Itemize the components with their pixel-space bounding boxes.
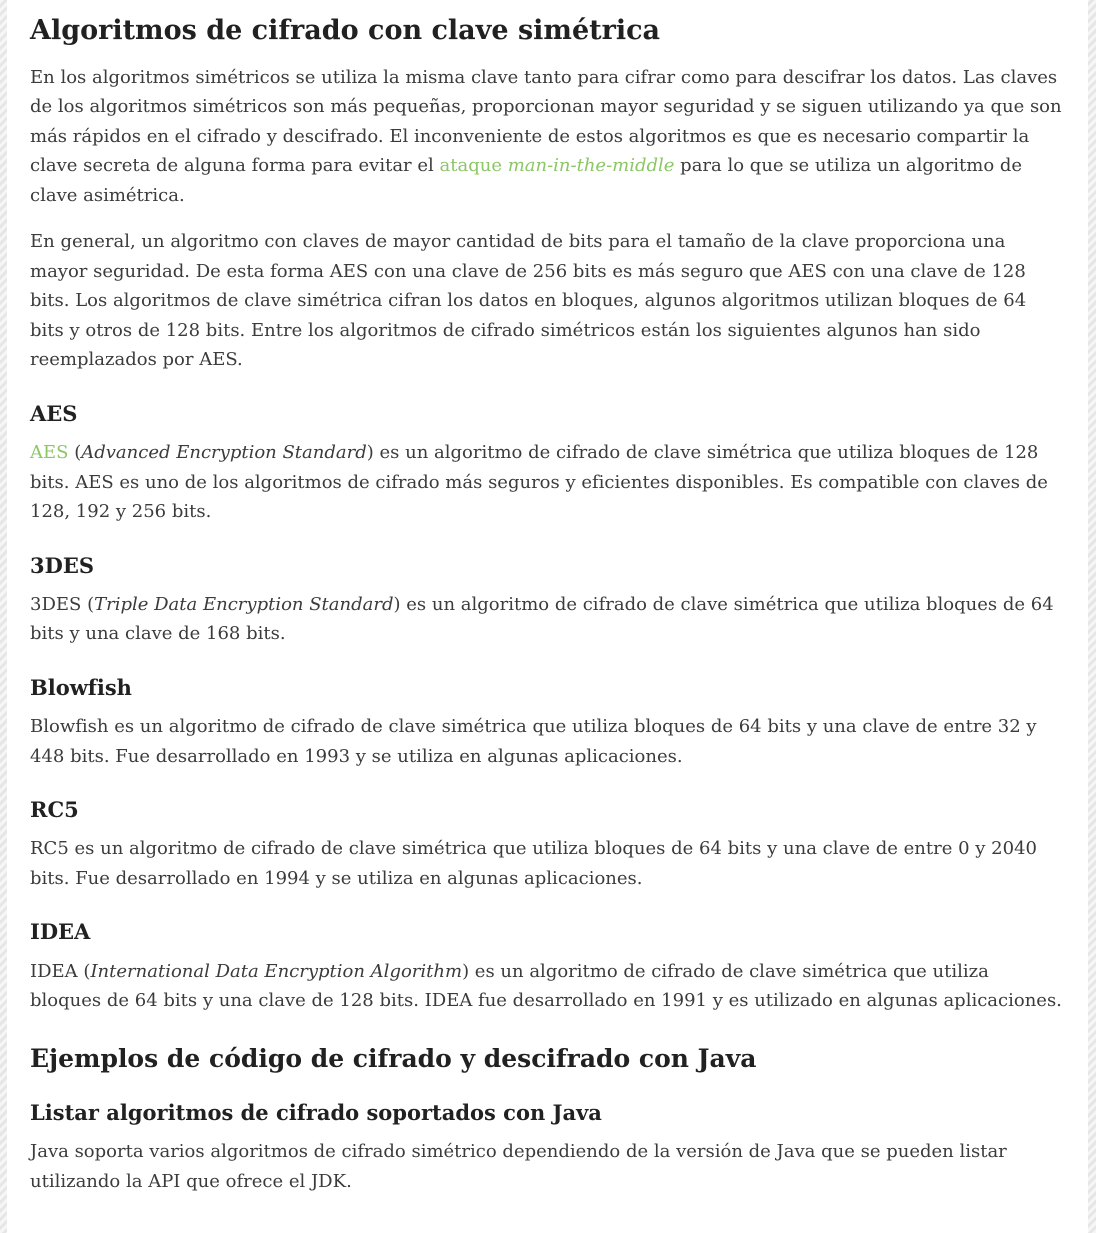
intro-paragraph-1 xyxy=(30,63,1064,211)
intro-paragraph-1-text: En los algoritmos simétricos se utiliza la misma clave tanto para cifrar como para descifrar los datos. Las claves de los algoritmos simétricos son más pequeñas, proporcionan mayor seguridad y se siguen utilizando ya que son más rápidos en el cifrado y descifrado. El inconveniente de estos algoritmos es que es necesario compartir la clave secreta de alguna forma para evitar el xyxy=(30,66,1062,177)
idea-pre-em: IDEA ( xyxy=(30,960,91,982)
section-heading-aes: AES xyxy=(30,400,78,426)
link-aes[interactable]: AES xyxy=(30,442,69,463)
java-paragraph: Java soporta varios algoritmos de cifrado simétrico dependiendo de la versión de Java que se pueden listar utilizando la API que ofrece el JDK. xyxy=(30,1141,1007,1192)
section-heading-listar-algoritmos: Listar algoritmos de cifrado soportados con Java xyxy=(30,1099,602,1125)
link-man-in-the-middle-italic: man-in-the-middle xyxy=(507,155,675,177)
blowfish-paragraph: Blowfish es un algoritmo de cifrado de clave simétrica que utiliza bloques de 64 bits y una clave de entre 32 y 448 bits. Fue desarrollado en 1993 y se utiliza en algunas aplicaciones. xyxy=(30,716,1037,767)
intro-paragraph-2: En general, un algoritmo con claves de mayor cantidad de bits para el tamaño de la clave proporciona una mayor seguridad. De esta forma AES con una clave de 256 bits es más seguro que AES con una clave de 128 bits. Los algoritmos de clave simétrica cifran los datos en bloques, algunos algoritmos utilizan bloques de 64 bits y otros de 128 bits. Entre los algoritmos de cifrado simétricos están los siguientes algunos han sido reemplazados por AES. xyxy=(30,231,1027,371)
3des-pre-em: 3DES ( xyxy=(30,593,95,615)
idea-paragraph xyxy=(30,957,1064,1016)
idea-em: International Data Encryption Algorithm xyxy=(90,960,463,982)
aes-em: Advanced Encryption Standard xyxy=(81,442,367,463)
3des-rest: ) es un algoritmo de cifrado de clave simétrica que utiliza bloques de 64 bits y una clave de 168 bits. xyxy=(30,593,1054,645)
link-man-in-the-middle-plain: ataque xyxy=(439,155,508,177)
article xyxy=(7,0,1088,1233)
aes-paragraph xyxy=(30,438,1064,527)
page-title: Algoritmos de cifrado con clave simétrica xyxy=(30,15,661,46)
section-heading-idea: IDEA xyxy=(30,919,91,945)
aes-rest: ) es un algoritmo de cifrado de clave simétrica que utiliza bloques de 128 bits. AES es uno de los algoritmos de cifrado más seguros y eficientes disponibles. Es compatible con claves de 128, 192 y 256 bits. xyxy=(30,442,1048,522)
section-heading-3des: 3DES xyxy=(30,552,94,578)
aes-pre-em: ( xyxy=(68,442,82,463)
intro-paragraph-1-end: para lo que se utiliza un algoritmo de clave asimétrica. xyxy=(30,155,1023,206)
section-heading-rc5: RC5 xyxy=(30,797,79,822)
link-man-in-the-middle[interactable] xyxy=(440,155,675,176)
3des-paragraph xyxy=(30,590,1064,649)
3des-em: Triple Data Encryption Standard xyxy=(94,593,394,615)
rc5-paragraph: RC5 es un algoritmo de cifrado de clave simétrica que utiliza bloques de 64 bits y una clave de entre 0 y 2040 bits. Fue desarrollado en 1994 y se utiliza en algunas aplicaciones. xyxy=(30,838,1037,889)
idea-rest: ) es un algoritmo de cifrado de clave simétrica que utiliza bloques de 64 bits y una clave de 128 bits. IDEA fue desarrollado en 1991 y es utilizado en algunas aplicaciones. xyxy=(30,960,1062,1011)
section-heading-java-examples: Ejemplos de código de cifrado y descifrado con Java xyxy=(30,1043,757,1073)
section-heading-blowfish: Blowfish xyxy=(30,674,132,700)
